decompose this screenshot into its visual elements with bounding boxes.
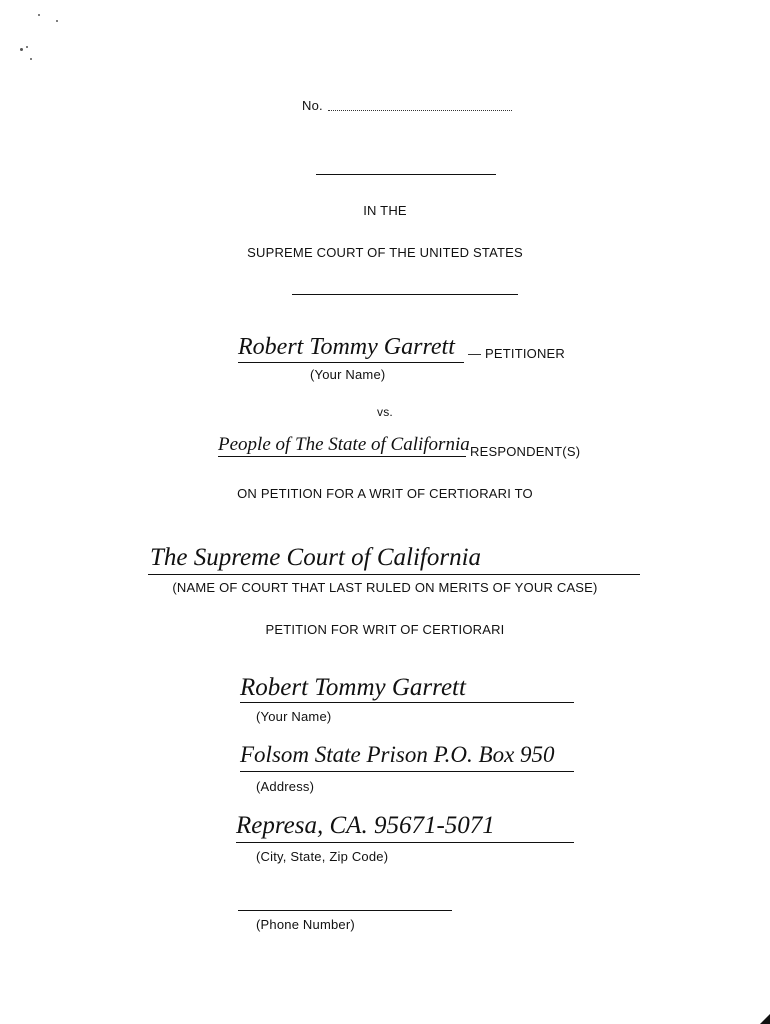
petitioner-name-line [238, 362, 464, 363]
divider-rule [316, 174, 496, 175]
contact-city-handwritten: Represa, CA. 95671-5071 [236, 812, 495, 839]
scan-speck [30, 58, 32, 60]
contact-phone-line [238, 910, 452, 911]
contact-address-caption: (Address) [256, 779, 315, 794]
divider-rule [292, 294, 518, 295]
versus-label: vs. [377, 405, 393, 419]
scan-speck [20, 48, 23, 51]
contact-name-handwritten: Robert Tommy Garrett [240, 674, 466, 701]
lower-court-line [148, 574, 640, 575]
contact-name-line [240, 702, 574, 703]
petitioner-caption: (Your Name) [310, 367, 386, 382]
scan-speck [56, 20, 58, 22]
contact-address-line [240, 771, 574, 772]
case-number-blank [328, 110, 512, 111]
contact-city-line [236, 842, 574, 843]
scan-speck [38, 14, 40, 16]
case-number-label: No. [302, 98, 323, 113]
petition-to-line: ON PETITION FOR A WRIT OF CERTIORARI TO [237, 486, 533, 501]
contact-phone-caption: (Phone Number) [256, 917, 355, 932]
petition-title: PETITION FOR WRIT OF CERTIORARI [265, 622, 505, 637]
lower-court-name-handwritten: The Supreme Court of California [150, 544, 482, 571]
petitioner-role: — PETITIONER [468, 346, 566, 361]
contact-city-caption: (City, State, Zip Code) [256, 849, 389, 864]
respondent-name-line [218, 456, 466, 457]
contact-name-caption: (Your Name) [256, 709, 332, 724]
respondent-role: RESPONDENT(S) [470, 444, 581, 459]
scan-corner-mark [760, 1014, 770, 1024]
petitioner-name-handwritten: Robert Tommy Garrett [238, 334, 455, 360]
respondent-name-handwritten: People of The State of California [218, 434, 470, 455]
in-the-heading: IN THE [363, 203, 407, 218]
scan-speck [26, 46, 28, 48]
court-heading: SUPREME COURT OF THE UNITED STATES [247, 245, 523, 260]
lower-court-caption: (NAME OF COURT THAT LAST RULED ON MERITS OF YOUR CASE) [172, 580, 598, 595]
contact-address-handwritten: Folsom State Prison P.O. Box 950 [240, 742, 555, 767]
